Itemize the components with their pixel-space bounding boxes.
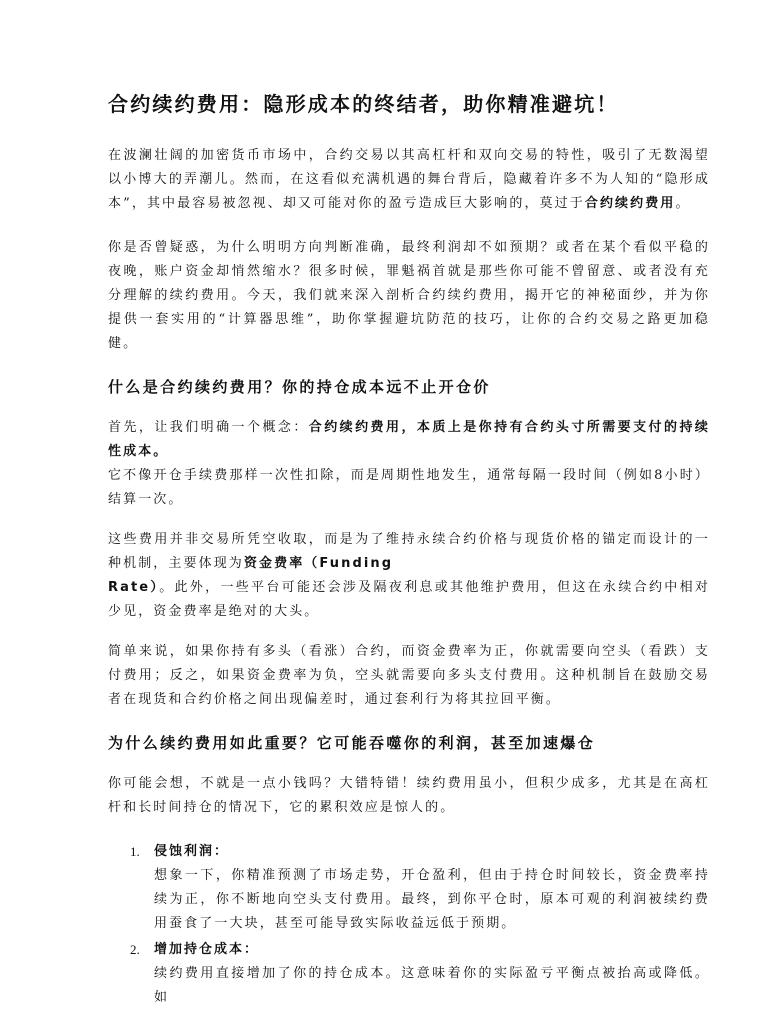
section1-p1-rest: 它不像开仓手续费那样一次性扣除，而是周期性地发生，通常每隔一段时间（例如8小时）结算一次。 [108, 468, 710, 507]
list-item-title: 增加持仓成本： [154, 942, 260, 957]
list-item-body: 想象一下，你精准预测了市场走势，开仓盈利，但由于持仓时间较长，资金费率持续为正，你不断地向空头支付费用。最终，到你平仓时，原本可观的利润被续约费用蚕食了一大块，甚至可能导致实际收益远低于预期。 [154, 868, 710, 931]
page-title: 合约续约费用：隐形成本的终结者，助你精准避坑！ [108, 92, 619, 116]
section2-paragraph-1: 你可能会想，不就是一点小钱吗？大错特错！续约费用虽小，但积少成多，尤其是在高杠杆和长时间持仓的情况下，它的累积效应是惊人的。 [108, 776, 710, 815]
list-item-number: 2. [130, 942, 140, 957]
intro-paragraph-1 [108, 144, 710, 216]
section1-p2-text2: 。此外，一些平台可能还会涉及隔夜利息或其他维护费用，但这在永续合约中相对少见，资金费率是绝对的大头。 [108, 580, 710, 619]
section1-p1-bold: 合约续约费用，本质上是你持有合约头寸所需要支付的持续性成本。 [108, 420, 710, 459]
intro-p1-end: 。 [675, 196, 691, 211]
intro-paragraph-2: 你是否曾疑惑，为什么明明方向判断准确，最终利润却不如预期？或者在某个看似平稳的夜晚，账户资金却悄然缩水？很多时候，罪魁祸首就是那些你可能不曾留意、或者没有充分理解的续约费用。今天，我们就来深入剖析合约续约费用，揭开它的神秘面纱，并为你提供一套实用的“计算器思维”，助你掌握避坑防范的技巧，让你的合约交易之路更加稳健。 [108, 240, 710, 351]
section1-p2-bold2: Rate） [108, 580, 160, 595]
section1-p2-bold1: 资金费率（Funding [243, 556, 394, 571]
intro-p1-bold: 合约续约费用 [584, 196, 676, 211]
list-item-number: 1. [130, 844, 140, 859]
section1-p1-lead: 首先，让我们明确一个概念： [108, 420, 309, 435]
section1-paragraph-1 [108, 416, 710, 512]
section2-heading: 为什么续约费用如此重要？它可能吞噬你的利润，甚至加速爆仓 [108, 734, 596, 752]
section1-paragraph-2 [108, 528, 710, 624]
list-item [108, 938, 710, 1010]
list-item [108, 840, 710, 936]
list-item-title: 侵蚀利润： [154, 844, 230, 859]
impact-list [108, 840, 710, 1010]
list-item-body: 续约费用直接增加了你的持仓成本。这意味着你的实际盈亏平衡点被抬高或降低。如 [154, 966, 710, 1005]
section1-p2-text1: 这些费用并非交易所凭空收取，而是为了维持永续合约价格与现货价格的锚定而设计的一种机制，主要体现为 [108, 532, 710, 571]
section1-heading: 什么是合约续约费用？你的持仓成本远不止开仓价 [108, 378, 491, 396]
section1-paragraph-3: 简单来说，如果你持有多头（看涨）合约，而资金费率为正，你就需要向空头（看跌）支付费用；反之，如果资金费率为负，空头就需要向多头支付费用。这种机制旨在鼓励交易者在现货和合约价格之间出现偏差时，通过套利行为将其拉回平衡。 [108, 644, 710, 707]
intro-p1-text: 在波澜壮阔的加密货币市场中，合约交易以其高杠杆和双向交易的特性，吸引了无数渴望以小博大的弄潮儿。然而，在这看似充满机遇的舞台背后，隐藏着许多不为人知的“隐形成本”，其中最容易被忽视、却又可能对你的盈亏造成巨大影响的，莫过于 [108, 148, 710, 211]
